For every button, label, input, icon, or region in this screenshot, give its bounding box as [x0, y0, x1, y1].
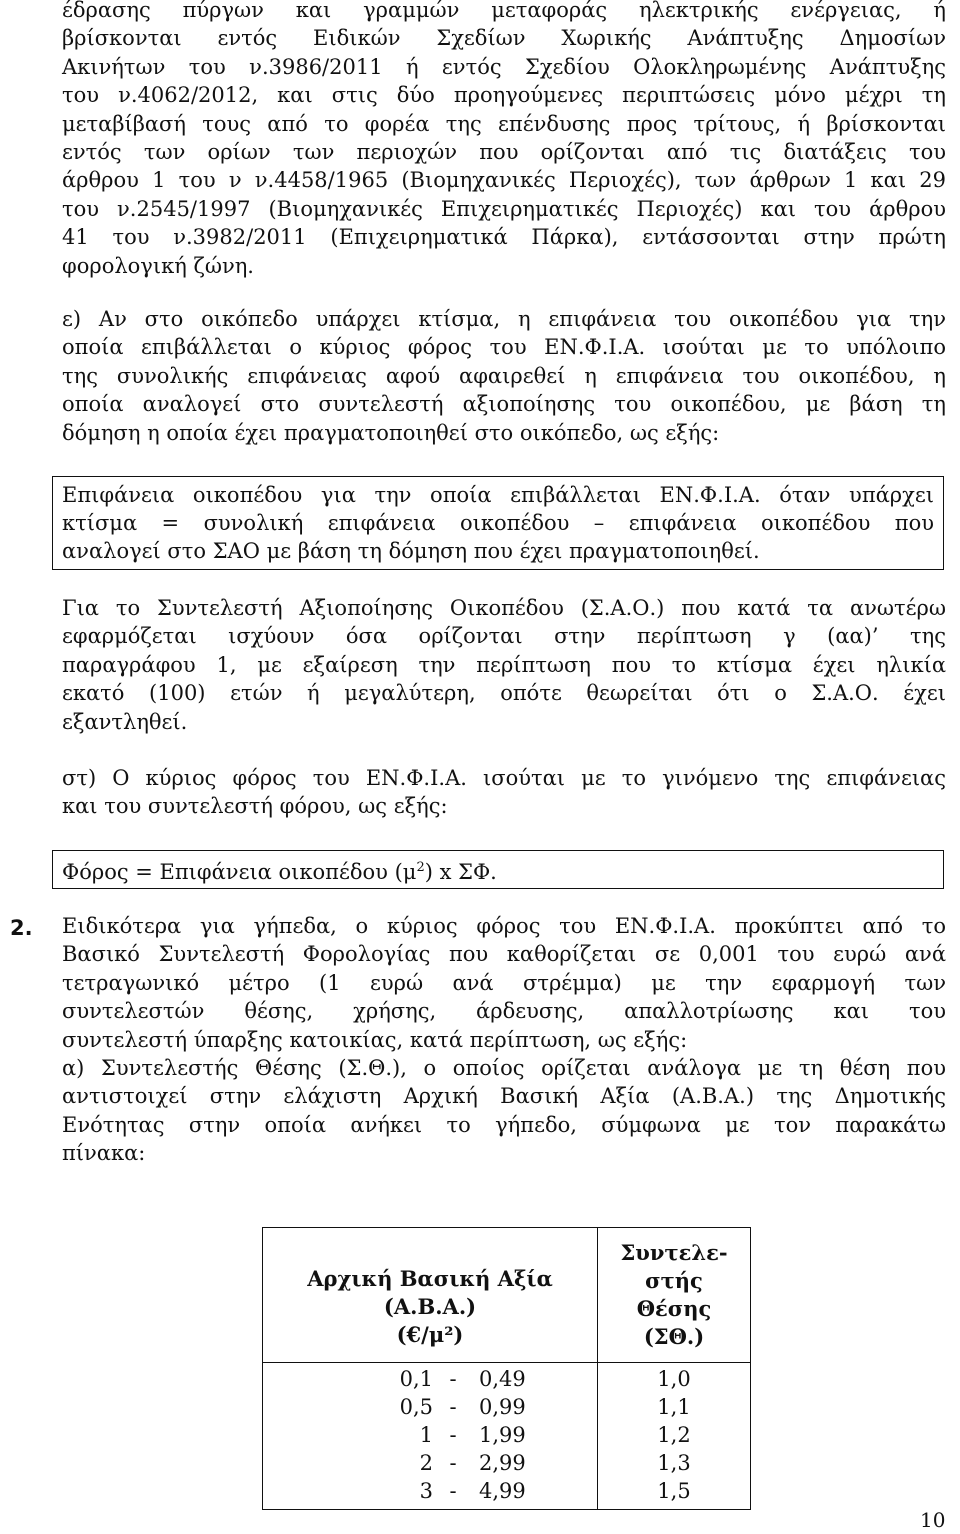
coefficients-cell [598, 1363, 751, 1510]
text-line: μεταβίβασή τους από το φορέα της επένδυσης προς τρίτους, ή βρίσκονται [62, 111, 946, 136]
coefficient-value: 1,2 [657, 1423, 691, 1447]
page-number: 10 [920, 1508, 946, 1532]
text-line: ε) Αν στο οικόπεδο υπάρχει κτίσμα, η επιφάνεια του οικοπέδου για την [62, 307, 946, 331]
position-coefficient-table [262, 1227, 751, 1510]
range-to: 2,99 [479, 1451, 526, 1475]
text-line: Ακινήτων του ν.3986/2011 ή εντός Σχεδίου Ολοκληρωμένης Ανάπτυξης [62, 54, 946, 79]
formula-tail: ) x ΣΦ. [424, 860, 497, 884]
text-line: αναλογεί στο ΣΑΟ με βάση τη δόμηση που έχει πραγματοποιηθεί. [62, 539, 760, 564]
table-row [263, 1477, 597, 1505]
text-line: οποία αναλογεί στο συντελεστή αξιοποίησης του οικοπέδου, με βάση τη [62, 392, 946, 417]
coefficient-value: 1,5 [657, 1479, 691, 1503]
paragraph-section-2 [62, 912, 946, 1168]
text-line: Ενότητας στην οποία ανήκει το γήπεδο, σύμφωνα με τον παρακάτω [62, 1112, 946, 1137]
range-from: 0,5 [399, 1395, 433, 1419]
coefficient-value: 1,3 [657, 1451, 691, 1475]
coefficient-value: 1,1 [657, 1395, 691, 1419]
text-line: έδρασης πύργων και γραμμών μεταφοράς ηλεκτρικής ενέργειας, ή [62, 0, 946, 22]
text-line: συντελεστών θέσης, χρήσης, άρδευσης, απαλλοτρίωσης και του [62, 999, 946, 1024]
paragraph-e [62, 305, 946, 447]
text-line: παραγράφου 1, με εξαίρεση την περίπτωση που το κτίσμα έχει ηλικία [62, 652, 946, 677]
formula-box-land-area [52, 476, 944, 570]
range-to: 0,49 [479, 1367, 526, 1391]
range-to: 4,99 [479, 1479, 526, 1503]
header-line: (Α.Β.Α.) [383, 1294, 477, 1319]
text-line: 41 του ν.3982/2011 (Επιχειρηματικά Πάρκα), εντάσσονται στην πρώτη [62, 225, 946, 250]
text-line: οποία επιβάλλεται ο κύριος φόρος του ΕΝ.Φ.Ι.Α. ισούται με το υπόλοιπο [62, 335, 946, 360]
header-aba [263, 1228, 598, 1363]
table-row [263, 1393, 597, 1421]
range-to: 0,99 [479, 1395, 526, 1419]
text-line: συντελεστή ύπαρξης κατοικίας, κατά περίπτωση, ως εξής: [62, 1027, 688, 1052]
formula-text: Φόρος = Επιφάνεια οικοπέδου (μ [62, 860, 417, 884]
header-line: στής [645, 1268, 703, 1293]
range-from: 0,1 [399, 1367, 433, 1391]
text-line: του ν.2545/1997 (Βιομηχανικές Επιχειρηματικές Περιοχές) και του άρθρου [62, 196, 946, 221]
text-line: δόμηση η οποία έχει πραγματοποιηθεί στο οικόπεδο, ως εξής: [62, 420, 720, 445]
range-from: 2 [419, 1451, 433, 1475]
header-line: (ΣΘ.) [643, 1324, 705, 1349]
header-line: Συντελε- [620, 1240, 728, 1265]
text-line: άρθρου 1 του ν ν.4458/1965 (Βιομηχανικές Περιοχές), των άρθρων 1 και 29 [62, 168, 946, 193]
text-line: βρίσκονται εντός Ειδικών Σχεδίων Χωρικής Ανάπτυξης Δημοσίων [62, 26, 946, 51]
section-number: 2. [10, 916, 33, 940]
text-line: τετραγωνικό μέτρο (1 ευρώ ανά στρέμμα) με την εφαρμογή των [62, 970, 946, 995]
text-line: στ) Ο κύριος φόρος του ΕΝ.Φ.Ι.Α. ισούται με το γινόμενο της επιφάνειας [62, 766, 946, 790]
range-dash: - [449, 1479, 457, 1503]
range-dash: - [449, 1395, 457, 1419]
text-line: πίνακα: [62, 1141, 146, 1166]
header-coefficient [598, 1228, 751, 1363]
paragraph-tax-zone [62, 0, 946, 280]
text-line: εξαντληθεί. [62, 709, 188, 734]
paragraph-st [62, 764, 946, 821]
text-line: Επιφάνεια οικοπέδου για την οποία επιβάλλεται ΕΝ.Φ.Ι.Α. όταν υπάρχει [62, 483, 934, 507]
text-line: Για το Συντελεστή Αξιοποίησης Οικοπέδου (Σ.Α.Ο.) που κατά τα ανωτέρω [62, 596, 946, 620]
text-line: εντός των ορίων των περιοχών που ορίζονται από τις διατάξεις του [62, 140, 946, 165]
text-line: αντιστοιχεί στην ελάχιστη Αρχική Βασική Αξία (Α.Β.Α.) της Δημοτικής [62, 1084, 946, 1109]
paragraph-sao [62, 594, 946, 736]
coefficient-value: 1,0 [657, 1367, 691, 1391]
table-row [263, 1449, 597, 1477]
text-line: εκατό (100) ετών ή μεγαλύτερη, οπότε θεωρείται ότι ο Σ.Α.Ο. έχει [62, 681, 946, 706]
formula-superscript: 2 [416, 860, 425, 875]
range-dash: - [449, 1423, 457, 1447]
text-line: εφαρμόζεται ισχύουν όσα ορίζονται στην περίπτωση γ (αα)’ της [62, 624, 946, 649]
text-line: φορολογική ζώνη. [62, 253, 254, 278]
table-row [263, 1421, 597, 1449]
text-line: Ειδικότερα για γήπεδα, ο κύριος φόρος του ΕΝ.Φ.Ι.Α. προκύπτει από το [62, 914, 946, 938]
range-from: 1 [419, 1423, 433, 1447]
header-line: Θέσης [636, 1296, 712, 1321]
text-line: και του συντελεστή φόρου, ως εξής: [62, 794, 448, 819]
range-to: 1,99 [479, 1423, 526, 1447]
header-line: Αρχική Βασική Αξία [307, 1266, 553, 1291]
text-line: κτίσμα = συνολική επιφάνεια οικοπέδου – επιφάνεια οικοπέδου που [62, 511, 934, 536]
text-line: Βασικό Συντελεστή Φορολογίας που καθορίζεται σε 0,001 του ευρώ ανά [62, 942, 946, 967]
value-ranges-cell [263, 1363, 598, 1510]
range-dash: - [449, 1367, 457, 1391]
text-line: του ν.4062/2012, και στις δύο προηγούμενες περιπτώσεις μόνο μέχρι τη [62, 83, 946, 108]
range-from: 3 [419, 1479, 433, 1503]
header-line: (€/μ²) [396, 1322, 464, 1347]
range-dash: - [449, 1451, 457, 1475]
table-header-row [263, 1228, 751, 1363]
text-line: α) Συντελεστής Θέσης (Σ.Θ.), ο οποίος ορίζεται ανάλογα με τη θέση που [62, 1056, 946, 1081]
table-body-row [263, 1363, 751, 1510]
table-row [263, 1365, 597, 1393]
text-line: της συνολικής επιφάνειας αφού αφαιρεθεί η επιφάνεια του οικοπέδου, η [62, 363, 946, 388]
formula-box-tax [52, 850, 944, 889]
